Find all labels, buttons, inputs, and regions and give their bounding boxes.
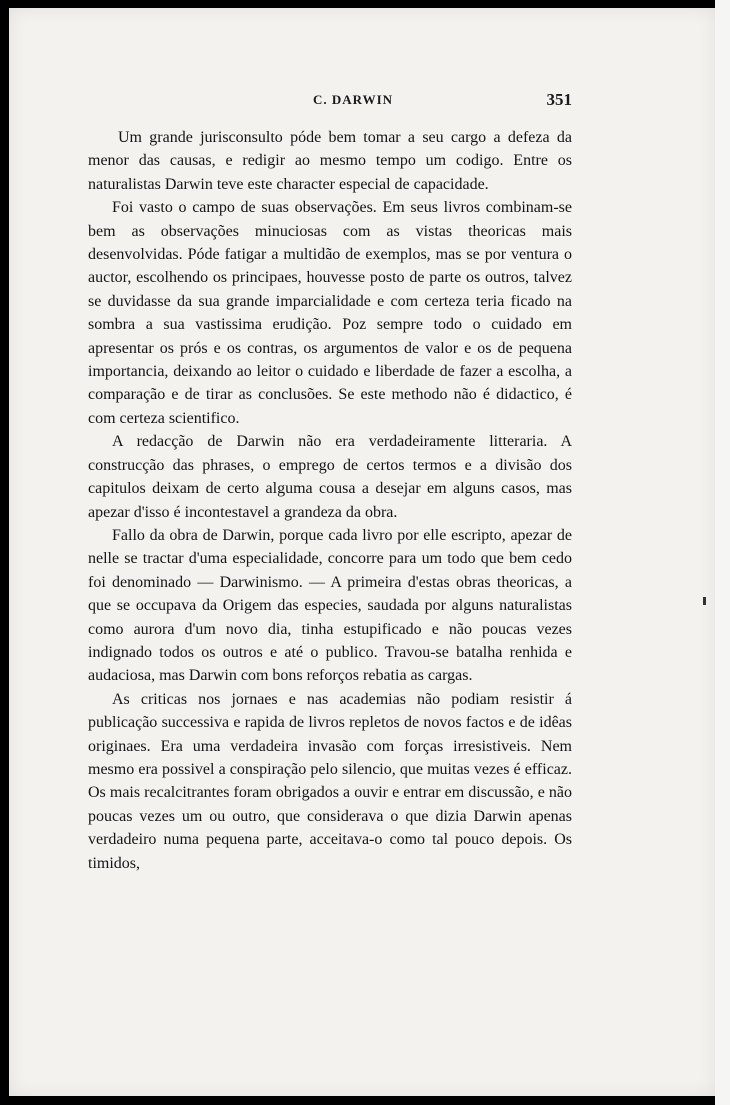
body-text <box>88 126 572 875</box>
running-head: C. DARWIN <box>312 92 394 107</box>
paragraph-3: A redacção de Darwin não era verdadeiramente litteraria. A construcção das phrases, o emprego de certos termos e a divisão dos capitulos deixam de certo alguma cousa a desejar em alguns casos, mas apezar d'isso é incontestavel a grandeza da obra. <box>88 433 572 521</box>
paragraph-2: Foi vasto o campo de suas observações. Em seus livros combinam-se bem as observações minuciosas com as vistas theoricas mais desenvolvidas. Póde fatigar a multidão de exemplos, mas se por ventura o auctor, escolhendo os principaes, houvesse posto de parte os outros, talvez se duvidasse da sua grande imparcialidade e com certeza teria ficado na sombra a sua vastissima erudição. Poz sempre todo o cuidado em apresentar os prós e os contras, os argumentos de valor e os de pequena importancia, deixando ao leitor o cuidado e liberdade de fazer a escolha, a comparação e de tirar as conclusões. Se este methodo não é didactico, é com certeza scientifico. <box>88 199 572 427</box>
page-edge <box>715 0 730 1105</box>
paragraph-4: Fallo da obra de Darwin, porque cada livro por elle escripto, apezar de nelle se tractar d'uma especialidade, concorre para um todo que bem cedo foi denominado — Darwinismo. — A primeira d'estas obras theoricas, a que se occupava da Origem das especies, saudada por alguns naturalistas como aurora d'um novo dia, tinha estupificado e não poucas vezes indignado todos os outros e até o publico. Travou-se batalha renhida e audaciosa, mas Darwin com bons reforços rebatia as cargas. <box>88 526 572 685</box>
paragraph-5: As criticas nos jornaes e nas academias não podiam resistir á publicação successiva e rapida de livros repletos de novos factos e de idêas originaes. Era uma verdadeira invasão com forças irresistiveis. Nem mesmo era possivel a conspiração pelo silencio, que muitas vezes é efficaz. Os mais recalcitrantes foram obrigados a ouvir e entrar em discussão, e não poucas vezes um ou outro, que considerava o que dizia Darwin apenas verdadeiro numa pequena parte, acceitava-o como tal pouco depois. Os timidos, <box>88 690 572 872</box>
page-number: 351 <box>546 90 572 109</box>
page-header <box>90 90 572 114</box>
paragraph-1: Um grande jurisconsulto póde bem tomar a seu cargo a defeza da menor das causas, e redigir ao mesmo tempo um codigo. Entre os naturalistas Darwin teve este character especial de capacidade. <box>88 129 572 193</box>
margin-mark <box>703 597 706 605</box>
